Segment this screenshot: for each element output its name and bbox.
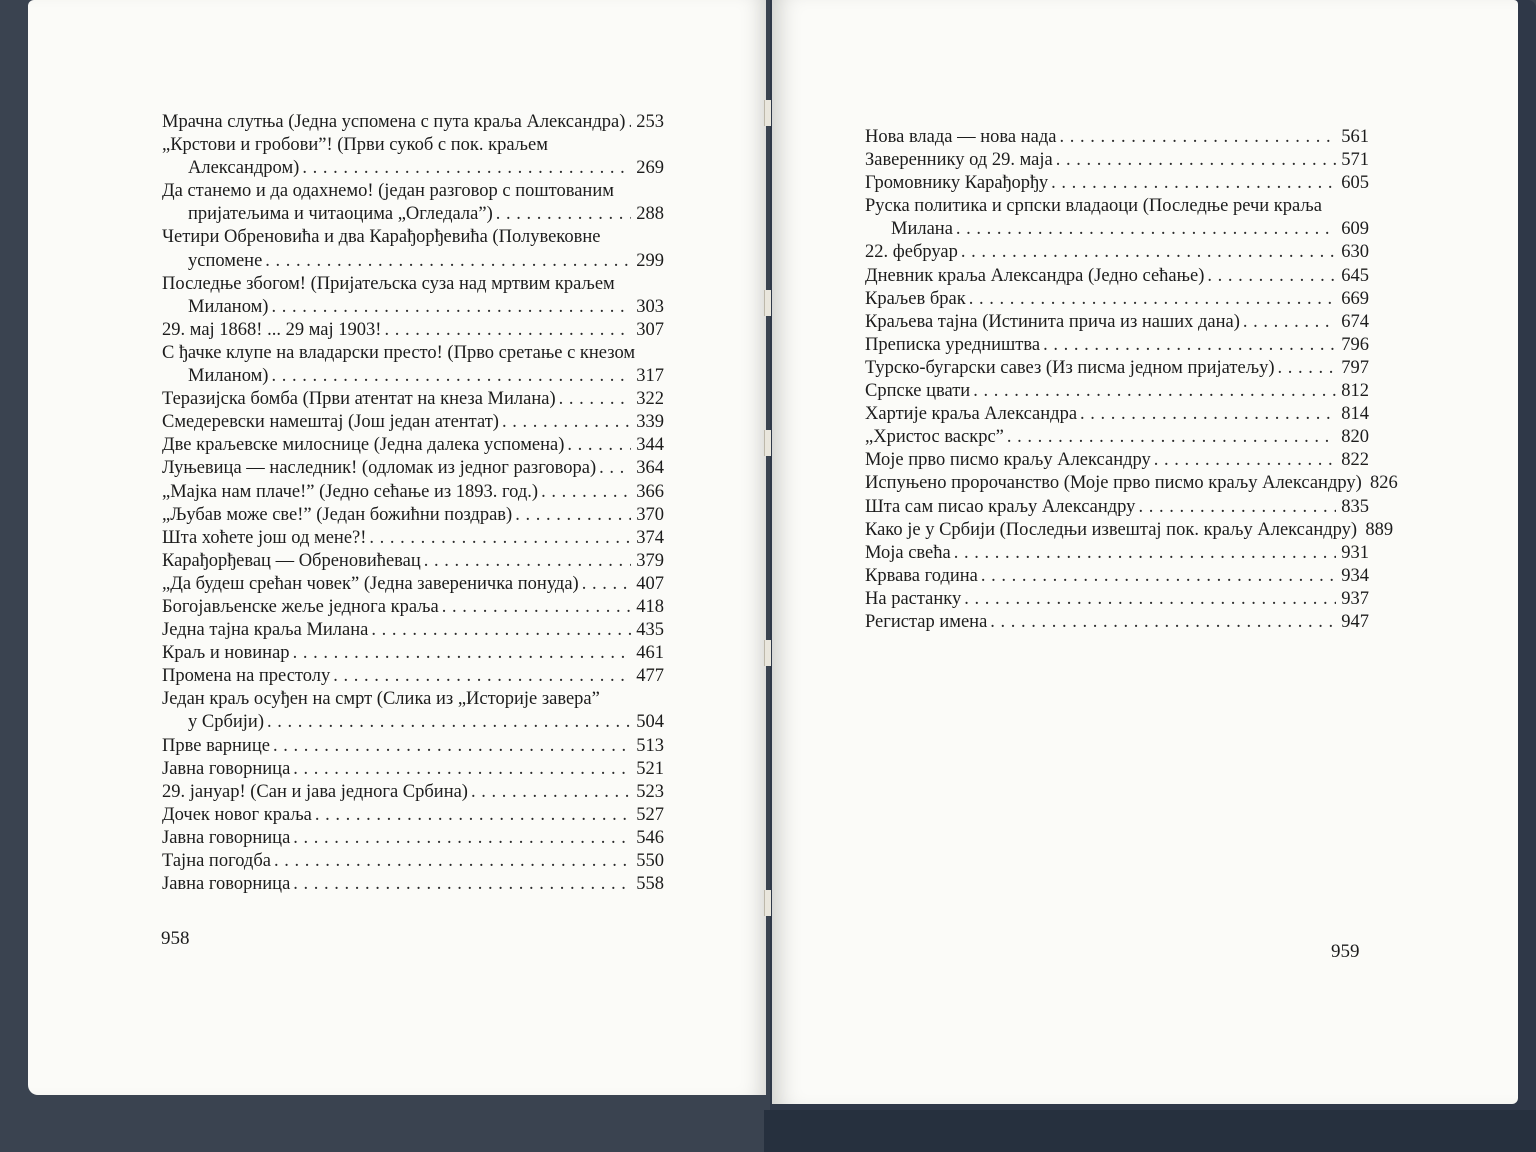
toc-entry xyxy=(162,642,664,665)
toc-entry xyxy=(162,735,664,758)
toc-entry xyxy=(162,804,664,827)
toc-entry-page: 558 xyxy=(636,874,664,895)
binding-stitch xyxy=(764,290,771,316)
dot-leader xyxy=(302,157,631,180)
toc-entry-title: Како је у Србији (Последњи извештај пок. краљу Александру) xyxy=(865,519,1358,540)
toc-entry xyxy=(162,273,664,319)
toc-entry-title: Теразијска бомба (Први атентат на кнеза Милана) xyxy=(162,389,556,410)
toc-entry xyxy=(162,827,664,850)
toc-entry-title: Тајна погодба xyxy=(162,851,271,871)
toc-entry-title: Две краљевске милоснице (Једна далека успомена) xyxy=(162,435,565,456)
dot-leader xyxy=(1051,172,1336,195)
toc-entry-page: 931 xyxy=(1341,542,1369,563)
toc-entry-title: Нова влада — нова нада xyxy=(865,127,1057,147)
dot-leader xyxy=(1278,357,1336,380)
toc-entry-page: 269 xyxy=(636,158,664,179)
toc-entry-title: Прве варнице xyxy=(162,735,270,756)
toc-entry xyxy=(865,357,1369,380)
dot-leader xyxy=(559,388,631,411)
dot-leader xyxy=(1059,126,1336,149)
dot-leader xyxy=(1007,426,1336,449)
toc-entry-title: Моје прво писмо краљу Александру xyxy=(865,450,1151,471)
toc-entry-page: 605 xyxy=(1341,173,1369,194)
toc-entry-page: 550 xyxy=(636,851,664,871)
toc-entry xyxy=(865,288,1369,311)
dot-leader xyxy=(315,804,631,827)
toc-entry xyxy=(865,449,1369,472)
toc-entry xyxy=(865,172,1369,195)
toc-entry xyxy=(865,241,1369,264)
toc-entry-title: Шта сам писао краљу Александру xyxy=(865,496,1136,517)
toc-entry xyxy=(162,319,664,342)
toc-entry xyxy=(865,565,1369,588)
toc-entry-title: Једна тајна краља Милана xyxy=(162,620,369,641)
toc-entry-title: Хартије краља Александра xyxy=(865,404,1078,425)
toc-entry xyxy=(865,380,1369,403)
toc-entry xyxy=(162,411,664,434)
toc-entry xyxy=(162,781,664,804)
toc-entry-page: 253 xyxy=(636,112,664,132)
dot-leader xyxy=(961,241,1336,264)
dot-leader xyxy=(502,411,631,434)
toc-entry xyxy=(162,573,664,596)
toc-entry-page: 797 xyxy=(1341,357,1369,378)
toc-entry-title-continued: Александром) xyxy=(188,158,300,179)
toc-entry-title: Јавна говорница xyxy=(162,758,291,779)
page-number-right: 959 xyxy=(1331,941,1360,962)
toc-entry xyxy=(162,758,664,781)
toc-entry xyxy=(865,149,1369,172)
toc-entry-title: Краљев брак xyxy=(865,288,966,309)
toc-entry xyxy=(865,519,1394,542)
toc-entry xyxy=(162,111,664,134)
toc-entry-page: 796 xyxy=(1341,334,1369,355)
toc-entry xyxy=(865,265,1369,288)
toc-entry xyxy=(865,496,1369,519)
binding-stitch xyxy=(764,100,771,126)
toc-entry-page: 546 xyxy=(636,827,664,848)
toc-entry xyxy=(162,481,664,504)
toc-entry-page: 366 xyxy=(636,481,664,502)
toc-entry xyxy=(162,457,664,480)
dot-leader xyxy=(628,111,631,134)
toc-entry-page: 461 xyxy=(636,643,664,664)
dot-leader xyxy=(541,481,631,504)
toc-entry-page: 571 xyxy=(1341,150,1369,171)
toc-entry-title-continued: Миланом) xyxy=(188,296,269,317)
toc-entry xyxy=(162,850,664,873)
toc-entry-title-continued: Миланом) xyxy=(188,366,269,387)
toc-entry-page: 947 xyxy=(1341,611,1369,632)
toc-entry-title: „Христос васкрс” xyxy=(865,427,1004,448)
toc-entry-title: Јавна говорница xyxy=(162,827,291,848)
toc-entry-page: 307 xyxy=(636,319,664,340)
toc-entry-title: Руска политика и српски владаоци (Последње речи краља xyxy=(865,196,1322,217)
dot-leader xyxy=(274,850,631,873)
dot-leader xyxy=(267,711,631,734)
toc-entry-page: 835 xyxy=(1341,496,1369,517)
table-of-contents-left xyxy=(162,111,664,896)
toc-entry-title: 29. мај 1868! ... 29 мај 1903! xyxy=(162,319,382,340)
toc-entry xyxy=(865,195,1369,241)
page-number-left: 958 xyxy=(161,928,190,949)
toc-entry xyxy=(162,619,664,642)
toc-entry-title: Четири Обреновића и два Карађорђевића (Полувековне xyxy=(162,227,601,248)
dot-leader xyxy=(1056,149,1336,172)
dot-leader xyxy=(442,596,631,619)
toc-entry-page: 477 xyxy=(636,666,664,687)
toc-entry-title: Громовнику Карађорђу xyxy=(865,173,1049,194)
toc-entry xyxy=(865,542,1369,565)
dot-leader xyxy=(384,319,631,342)
toc-entry-page: 889 xyxy=(1365,519,1394,540)
dot-leader xyxy=(582,573,631,596)
dot-leader xyxy=(954,542,1336,565)
toc-entry-title: Краљ и новинар xyxy=(162,643,290,664)
binding-stitch xyxy=(764,430,771,456)
dot-leader xyxy=(969,288,1336,311)
toc-entry-page: 504 xyxy=(636,712,664,733)
toc-entry-title: Испуњено пророчанство (Моје прво писмо краљу Александру) xyxy=(865,473,1362,494)
toc-entry-title-continued: пријатељима и читаоцима „Огледала”) xyxy=(188,204,493,225)
toc-entry-title: Луњевица — наследник! (одломак из једног разговора) xyxy=(162,458,597,479)
dot-leader xyxy=(424,550,631,573)
toc-entry-page: 303 xyxy=(636,296,664,317)
toc-entry-title: На растанку xyxy=(865,588,962,609)
dot-leader xyxy=(1080,403,1336,426)
dot-leader xyxy=(1154,449,1336,472)
toc-entry xyxy=(162,226,664,272)
dot-leader xyxy=(333,665,631,688)
toc-entry-page: 521 xyxy=(636,758,664,779)
toc-entry-page: 317 xyxy=(636,366,664,387)
toc-entry-title: Српске цвати xyxy=(865,381,971,402)
toc-entry xyxy=(865,334,1369,357)
toc-entry-title: Богојављенске жеље једнога краља xyxy=(162,596,439,617)
toc-entry-title: „Љубав може све!” (Један божићни поздрав) xyxy=(162,504,513,525)
dot-leader xyxy=(981,565,1336,588)
toc-entry-page: 344 xyxy=(636,435,664,456)
dot-leader xyxy=(293,642,631,665)
toc-entry-page: 364 xyxy=(636,458,664,479)
binding-stitch xyxy=(764,640,771,666)
toc-entry-title: Моја свећа xyxy=(865,542,951,563)
toc-entry-title: 29. јануар! (Сан и јава једнога Србина) xyxy=(162,781,468,802)
dot-leader xyxy=(496,203,631,226)
book-cover-bottom xyxy=(764,1110,1536,1152)
dot-leader xyxy=(1207,265,1336,288)
dot-leader xyxy=(990,611,1336,634)
toc-entry-title: Преписка уредништва xyxy=(865,334,1041,355)
dot-leader xyxy=(273,735,631,758)
toc-entry-title: Шта хоћете још од мене?! xyxy=(162,527,367,548)
toc-entry-title-continued: успомене xyxy=(188,250,263,271)
toc-entry-page: 826 xyxy=(1370,473,1398,494)
toc-entry-title: „Мајка нам плаче!” (Једно сећање из 1893. год.) xyxy=(162,481,539,502)
toc-entry-page: 527 xyxy=(636,804,664,825)
toc-entry-page: 630 xyxy=(1341,242,1369,263)
toc-entry xyxy=(162,504,664,527)
toc-entry-title: Промена на престолу xyxy=(162,666,331,687)
toc-entry-title: Регистар имена xyxy=(865,611,988,632)
dot-leader xyxy=(265,250,631,273)
toc-entry-title: Смедеревски намештај (Још један атентат) xyxy=(162,412,499,433)
dot-leader xyxy=(471,781,631,804)
dot-leader xyxy=(293,873,631,896)
toc-entry xyxy=(162,434,664,457)
toc-entry-page: 669 xyxy=(1341,288,1369,309)
toc-entry-page: 374 xyxy=(636,527,664,548)
toc-entry xyxy=(865,311,1369,334)
toc-entry-title: Да станемо и да одахнемо! (један разговор с поштованим xyxy=(162,181,614,202)
toc-entry xyxy=(865,126,1369,149)
toc-entry xyxy=(865,426,1369,449)
toc-entry-title: Карађорђевац — Обреновићевац xyxy=(162,550,421,571)
toc-entry-page: 299 xyxy=(636,250,664,271)
toc-entry-page: 812 xyxy=(1341,381,1369,402)
toc-entry xyxy=(162,873,664,896)
toc-entry-title-continued: у Србији) xyxy=(188,712,264,733)
toc-entry-title: С ђачке клупе на владарски престо! (Прво сретање с кнезом xyxy=(162,342,636,363)
toc-entry-page: 934 xyxy=(1341,565,1369,586)
toc-entry-title: Крвава година xyxy=(865,565,978,586)
toc-entry-page: 339 xyxy=(636,412,664,433)
toc-entry-page: 418 xyxy=(636,596,664,617)
toc-entry-page: 937 xyxy=(1341,588,1369,609)
toc-entry xyxy=(162,180,664,226)
toc-entry-title: „Да будеш срећан човек” (Једна завереничка понуда) xyxy=(162,573,579,594)
toc-entry-title: Дочек новог краља xyxy=(162,804,312,825)
toc-entry-page: 322 xyxy=(636,389,664,410)
toc-entry xyxy=(162,134,664,180)
toc-entry-page: 435 xyxy=(636,620,664,641)
toc-entry-title: Турско-бугарски савез (Из писма једном пријатељу) xyxy=(865,357,1275,378)
toc-entry-title: „Крстови и гробови”! (Први сукоб с пок. краљем xyxy=(162,135,548,156)
toc-entry xyxy=(865,472,1398,495)
toc-entry-title: Јавна говорница xyxy=(162,874,291,895)
toc-entry-title: Мрачна слутња (Једна успомена с пута краља Александра) xyxy=(162,112,626,132)
dot-leader xyxy=(567,434,631,457)
toc-entry-title: Један краљ осуђен на смрт (Слика из „Историје завера” xyxy=(162,689,600,710)
toc-entry-page: 379 xyxy=(636,550,664,571)
toc-entry xyxy=(865,588,1369,611)
dot-leader xyxy=(1138,496,1336,519)
toc-entry-page: 561 xyxy=(1341,127,1369,147)
toc-entry-page: 523 xyxy=(636,781,664,802)
dot-leader xyxy=(599,457,631,480)
toc-entry xyxy=(162,665,664,688)
toc-entry xyxy=(865,403,1369,426)
toc-entry-title-continued: Милана xyxy=(891,219,953,240)
toc-entry-title: 22. фебруар xyxy=(865,242,958,263)
toc-entry xyxy=(162,688,664,734)
toc-entry-page: 407 xyxy=(636,573,664,594)
dot-leader xyxy=(293,758,631,781)
dot-leader xyxy=(293,827,631,850)
toc-entry xyxy=(865,611,1369,634)
toc-entry-page: 822 xyxy=(1341,450,1369,471)
toc-entry xyxy=(162,342,664,388)
dot-leader xyxy=(1043,334,1336,357)
toc-entry-page: 674 xyxy=(1341,311,1369,332)
dot-leader xyxy=(1243,311,1336,334)
toc-entry-title: Краљева тајна (Истинита прича из наших дана) xyxy=(865,311,1240,332)
toc-entry-page: 370 xyxy=(636,504,664,525)
toc-entry-title: Последње збогом! (Пријатељска суза над мртвим краљем xyxy=(162,273,615,294)
binding-stitch xyxy=(764,890,771,916)
toc-entry-page: 645 xyxy=(1341,265,1369,286)
dot-leader xyxy=(973,380,1336,403)
toc-entry-page: 288 xyxy=(636,204,664,225)
toc-entry xyxy=(162,550,664,573)
toc-entry xyxy=(162,527,664,550)
dot-leader xyxy=(271,365,631,388)
table-of-contents-right xyxy=(865,126,1398,634)
toc-entry-page: 820 xyxy=(1341,427,1369,448)
dot-leader xyxy=(371,619,631,642)
toc-entry-page: 609 xyxy=(1341,219,1369,240)
dot-leader xyxy=(369,527,631,550)
toc-entry-page: 814 xyxy=(1341,404,1369,425)
toc-entry-page: 513 xyxy=(636,735,664,756)
toc-entry-title: Завереннику од 29. маја xyxy=(865,150,1053,171)
toc-entry xyxy=(162,388,664,411)
toc-entry-title: Дневник краља Александра (Једно сећање) xyxy=(865,265,1205,286)
dot-leader xyxy=(271,296,631,319)
toc-entry xyxy=(162,596,664,619)
dot-leader xyxy=(956,218,1336,241)
dot-leader xyxy=(964,588,1336,611)
dot-leader xyxy=(515,504,631,527)
